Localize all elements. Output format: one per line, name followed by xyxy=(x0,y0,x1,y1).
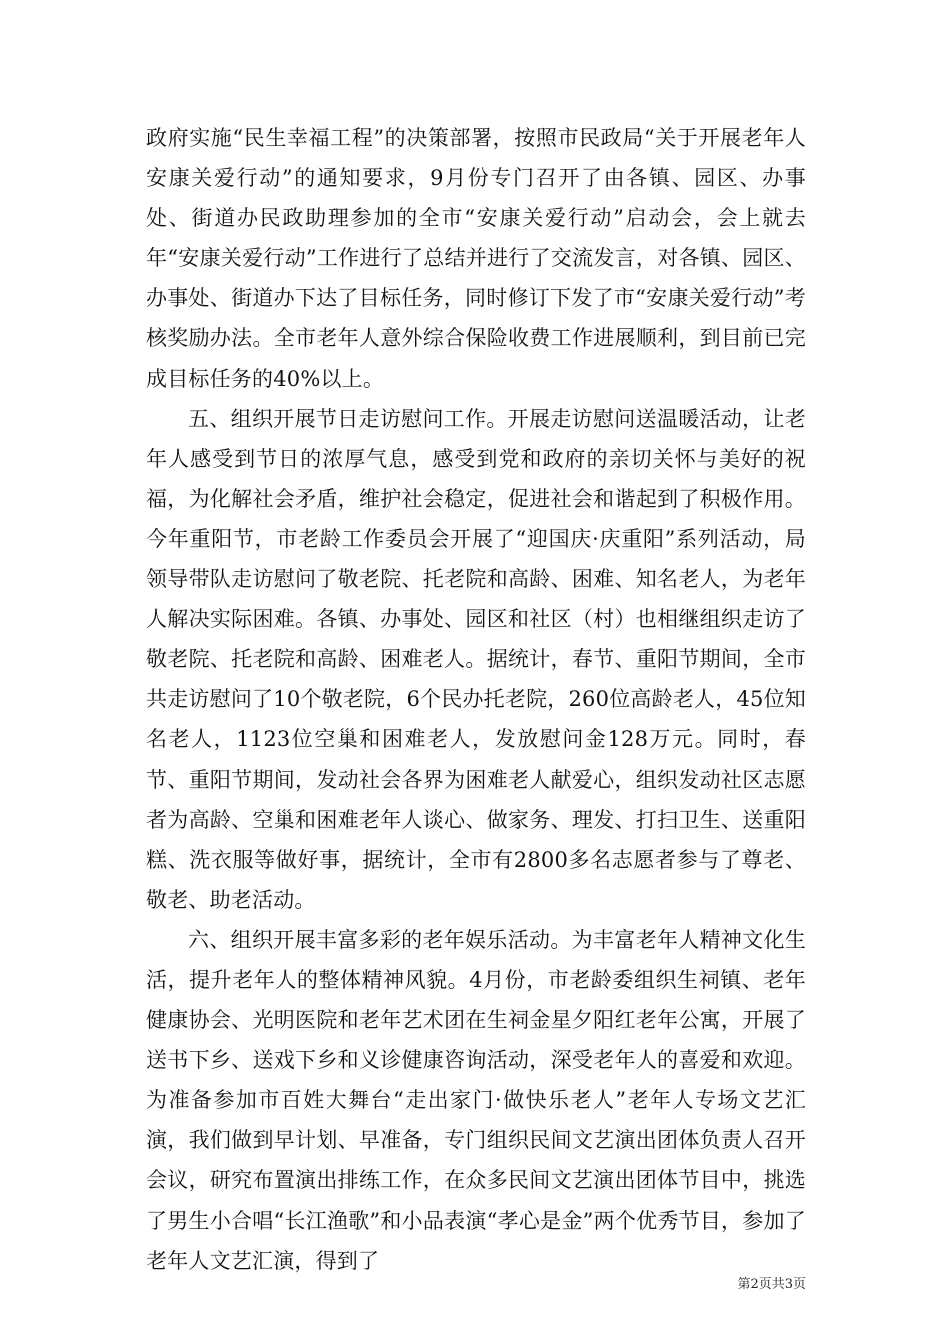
paragraph-continuation: 政府实施“民生幸福工程”的决策部署，按照市民政局“关于开展老年人安康关爱行动”的通知要求，9月份专门召开了由各镇、园区、办事处、街道办民政助理参加的全市“安康关爱行动”启动会，会上就去年“安康关爱行动”工作进行了总结并进行了交流发言，对各镇、园区、办事处、街道办下达了目标任务，同时修订下发了市“安康关爱行动”考核奖励办法。全市老年人意外综合保险收费工作进展顺利，到目前已完成目标任务的40%以上。 xyxy=(146,126,806,391)
paragraph-section-five: 五、组织开展节日走访慰问工作。开展走访慰问送温暖活动，让老年人感受到节日的浓厚气息，感受到党和政府的亲切关怀与美好的祝福，为化解社会矛盾，维护社会稳定，促进社会和谐起到了积极作用。今年重阳节，市老龄工作委员会开展了“迎国庆·庆重阳”系列活动，局领导带队走访慰问了敬老院、托老院和高龄、困难、知名老人，为老年人解决实际困难。各镇、办事处、园区和社区（村）也相继组织走访了敬老院、托老院和高龄、困难老人。据统计，春节、重阳节期间，全市共走访慰问了10个敬老院，6个民办托老院，260位高龄老人，45位知名老人，1123位空巢和困难老人，发放慰问金128万元。同时，春节、重阳节期间，发动社会各界为困难老人献爱心，组织发动社区志愿者为高龄、空巢和困难老年人谈心、做家务、理发、打扫卫生、送重阳糕、洗衣服等做好事，据统计，全市有2800多名志愿者参与了尊老、敬老、助老活动。 xyxy=(146,406,806,912)
document-body xyxy=(146,118,806,1281)
page-number-footer: 第2页共3页 xyxy=(737,1277,806,1292)
paragraph-section-six: 六、组织开展丰富多彩的老年娱乐活动。为丰富老年人精神文化生活，提升老年人的整体精神风貌。4月份，市老龄委组织生祠镇、老年健康协会、光明医院和老年艺术团在生祠金星夕阳红老年公寓，开展了送书下乡、送戏下乡和义诊健康咨询活动，深受老年人的喜爱和欢迎。为准备参加市百姓大舞台“走出家门·做快乐老人”老年人专场文艺汇演，我们做到早计划、早准备，专门组织民间文艺演出团体负责人召开会议，研究布置演出排练工作，在众多民间文艺演出团体节目中，挑选了男生小合唱“长江渔歌”和小品表演“孝心是金”两个优秀节目，参加了老年人文艺汇演，得到了 xyxy=(146,927,806,1273)
